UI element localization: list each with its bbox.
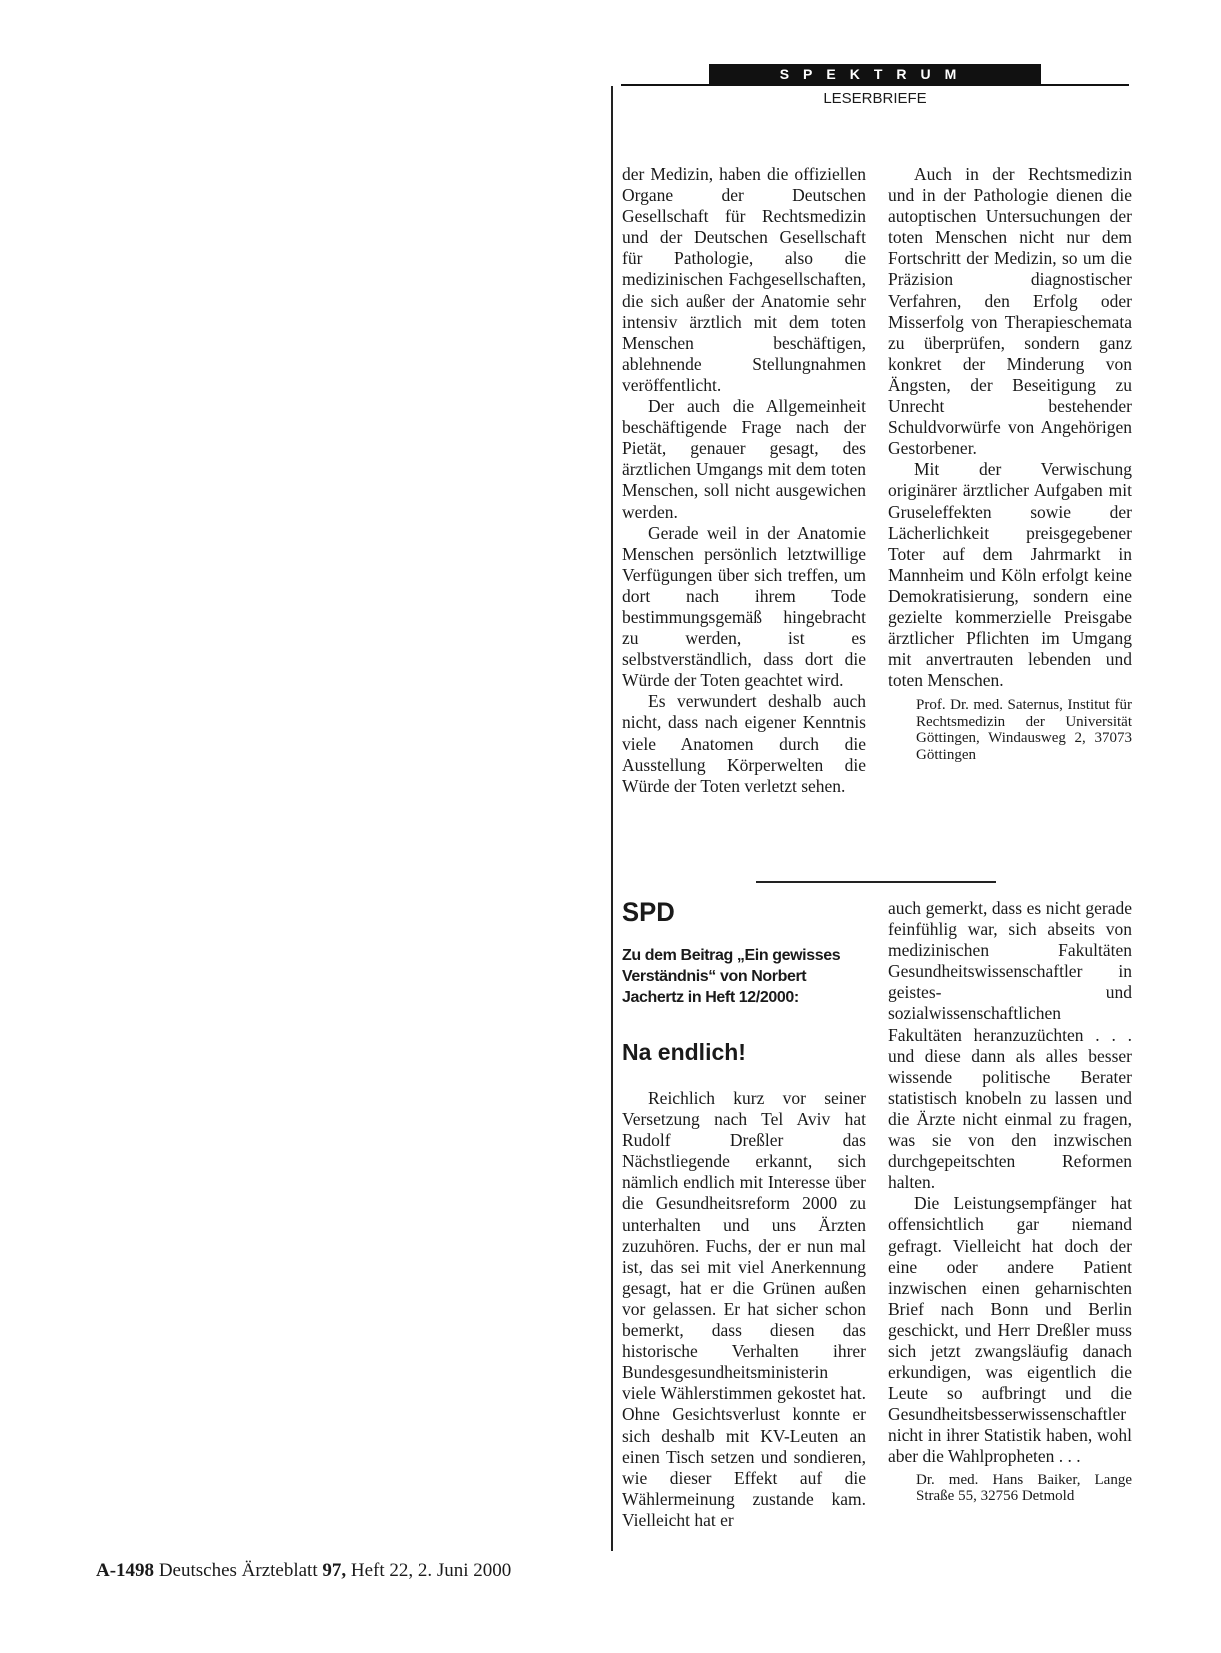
paragraph: Es verwundert deshalb auch nicht, dass nach eigener Kenntnis viele Anatomen durch die Ausstellung Körperwelten die Würde der Toten verletzt sehen. xyxy=(622,691,866,796)
letter-headline: Na endlich! xyxy=(622,1039,746,1065)
page-footer xyxy=(96,1560,511,1582)
page-number: A-1498 xyxy=(96,1560,155,1581)
letter-column-1 xyxy=(622,164,866,797)
topic-title: SPD xyxy=(622,897,675,927)
signature: Dr. med. Hans Baiker, Lange Straße 55, 32756 Detmold xyxy=(916,1471,1132,1505)
article-reference: Zu dem Beitrag „Ein gewisses Verständnis“ von Norbert Jachertz in Heft 12/2000: xyxy=(622,947,841,1006)
paragraph: Mit der Verwischung originärer ärztlicher Aufgaben mit Gruseleffekten sowie der Lächerlichkeit preisgegebener Toter auf dem Jahrmarkt in Mannheim und Köln erfolgt keine Demokratisierung, sondern eine gezielte kommerzielle Preisgabe ärztlicher Pflichten im Umgang mit anvertrauten lebenden und toten Menschen. xyxy=(888,459,1132,691)
paragraph: der Medizin, haben die offiziellen Organe der Deutschen Gesellschaft für Rechtsmedizin und der Deutschen Gesellschaft für Pathologie, also die medizinischen Fachgesellschaften, die sich außer der Anatomie sehr intensiv ärztlich mit dem toten Menschen beschäftigen, ablehnende Stellungnahmen veröffentlicht. xyxy=(622,164,866,395)
journal-name: Deutsches Ärzteblatt xyxy=(158,1560,318,1581)
header-rule xyxy=(621,84,1129,86)
paragraph: auch gemerkt, dass es nicht gerade feinfühlig war, sich abseits von medizinischen Fakultäten Gesundheitswissenschaftler in geistes- und sozialwissenschaftlichen Fakultäten heranzuzüchten . . . und diese dann als alles besser wissende politische Berater statistisch knobeln zu lassen und die Ärzte nicht einmal zu fragen, was sie von den inzwischen durchgepeitschten Reformen halten. xyxy=(888,898,1132,1193)
spd-column-1 xyxy=(622,895,866,1531)
letter-column-2 xyxy=(888,164,1132,763)
volume: 97, xyxy=(322,1560,347,1581)
column-rule xyxy=(611,86,613,1551)
article-divider xyxy=(756,881,996,883)
subsection-label: LESERBRIEFE xyxy=(823,90,927,107)
paragraph: Die Leistungsempfänger hat offensichtlich gar niemand gefragt. Vielleicht hat doch der eine oder andere Patient inzwischen einen geharnischten Brief nach Bonn und Berlin geschickt, und Herr Dreßler muss sich jetzt zwangsläufig danach erkundigen, was eigentlich die Leute so aufbringt und die Gesundheitsbesserwissenschaftler nicht in ihrer Statistik haben, wohl aber die Wahlpropheten . . . xyxy=(888,1193,1132,1467)
page-header xyxy=(621,64,1129,108)
paragraph: Reichlich kurz vor seiner Versetzung nach Tel Aviv hat Rudolf Dreßler das Nächstliegende erkannt, sich nämlich endlich mit Interesse über die Gesundheitsreform 2000 zu unterhalten und uns Ärzten zuzuhören. Fuchs, der er nun mal ist, das sei mit viel Anerkennung gesagt, hat er die Grünen außen vor gelassen. Er hat sicher schon bemerkt, dass diesen das historische Verhalten ihrer Bundesgesundheitsministerin viele Wählerstimmen gekostet hat. Ohne Gesichtsverlust konnte er sich deshalb mit KV-Leuten an einen Tisch setzen und sondieren, wie dieser Effekt auf die Wählermeinung zustande kam. Vielleicht hat er xyxy=(622,1088,866,1530)
issue: Heft 22, 2. Juni 2000 xyxy=(350,1560,512,1581)
paragraph: Auch in der Rechtsmedizin und in der Pathologie dienen die autoptischen Untersuchungen der toten Menschen nicht nur dem Fortschritt der Medizin, so um die Präzision diagnostischer Verfahren, den Erfolg oder Misserfolg von Therapieschemata zu überprüfen, sondern ganz konkret der Minderung von Ängsten, der Beseitigung zu Unrecht bestehender Schuldvorwürfe von Angehörigen Gestorbener. xyxy=(888,164,1132,459)
spd-column-2 xyxy=(888,898,1132,1505)
paragraph: Der auch die Allgemeinheit beschäftigende Frage nach der Pietät, genauer gesagt, des ärztlichen Umgangs mit dem toten Menschen, soll nicht ausgewichen werden. xyxy=(622,396,866,522)
section-label: SPEKTRUM xyxy=(709,64,1041,84)
paragraph: Gerade weil in der Anatomie Menschen persönlich letztwillige Verfügungen über sich treffen, um dort nach ihrem Tode bestimmungsgemäß hingebracht zu werden, ist es selbstverständlich, dass dort die Würde der Toten geachtet wird. xyxy=(622,522,866,691)
signature: Prof. Dr. med. Saternus, Institut für Rechtsmedizin der Universität Göttingen, Windausweg 2, 37073 Göttingen xyxy=(916,697,1132,763)
